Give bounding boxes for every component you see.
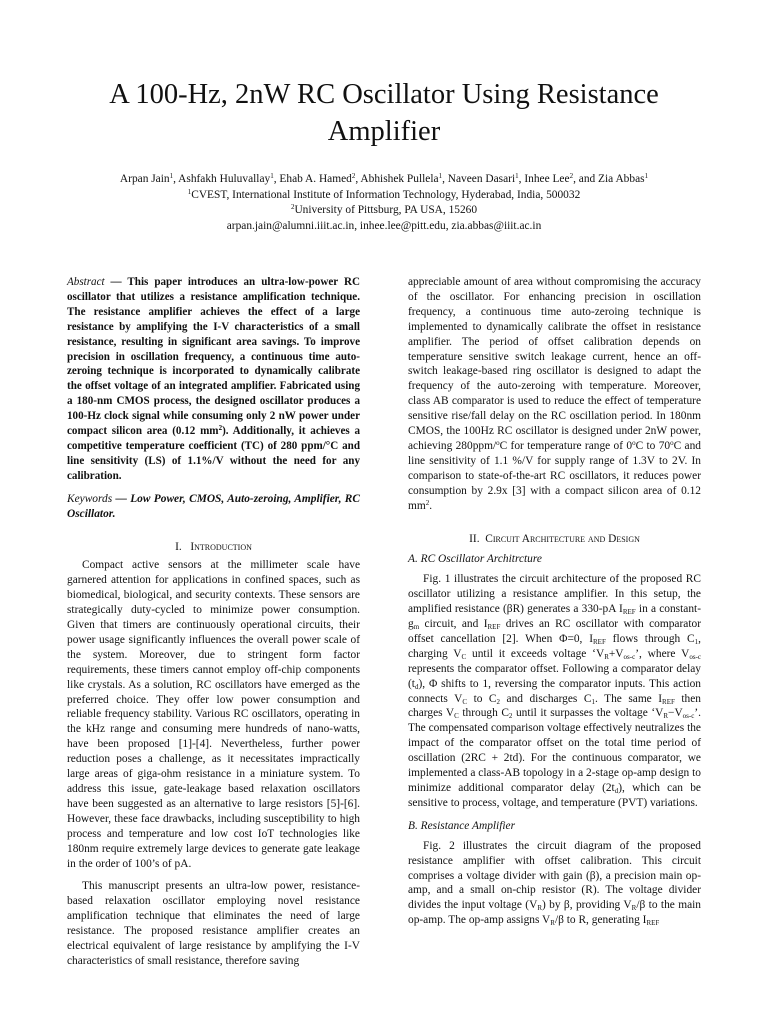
paper-title: A 100-Hz, 2nW RC Oscillator Using Resistance Amplifier (109, 79, 659, 147)
section-number: II. (469, 532, 480, 545)
subsection-heading-a: A. RC Oscillator Architrcture (408, 553, 542, 566)
section-heading-introduction (67, 540, 360, 555)
abstract (67, 275, 360, 484)
author-list: Arpan Jain$^1$, Ashfakh Huluvallay$^1$, Ehab A. Hamed$^2$, Abhishek Pullela$^1$, Naveen Dasari$^1$, Inhee Lee$^2$, and Zia Abbas$^1$ (119, 172, 649, 185)
section-title: Circuit Architecture and Design (485, 532, 640, 545)
section-heading-circuit (408, 532, 701, 547)
right-column (408, 275, 701, 928)
affiliation-1: $^1$CVEST, International Institute of Information Technology, Hyderabad, India, 500032 (187, 187, 581, 201)
affiliation-2: $^2$University of Pittsburg, PA USA, 15260 (290, 203, 478, 216)
keywords (67, 492, 360, 522)
abstract-text: — This paper introduces an ultra-low-power RC oscillator that utilizes a resistance amplification technique. The resistance amplifier achieves the effect of a large resistance by amplifying the I-V characteristics of a small resistance, resulting in significant area savings. To improve precision in oscillation frequency, a continuous time auto-zeroing technique is incorporated to dynamically calibrate the offset voltage of an integrated amplifier. Fabricated using a 180-nm CMOS process, the designed oscillator produces a 100-Hz clock signal while consuming only 2 nW power under compact silicon area (0.12 $mm^2$). Additionally, it achieves a competitive temperature coefficient (TC) of 280 ppm/°C and line sensitivity (LS) of 1.1%/V without the need for any calibration. (67, 276, 360, 482)
intro-paragraph-2: This manuscript presents an ultra-low power, resistance-based relaxation oscillator employing novel resistance amplification technique that eliminates the need of large resistance. The proposed resistance amplifier creates an electrical equivalent of large resistance by amplifying the I-V characteristics of small resistance, therefore saving (67, 880, 360, 967)
author-block (60, 172, 708, 234)
intro-paragraph-1: Compact active sensors at the millimeter scale have garnered attention for applications in confined spaces, such as biomedical, biological, and security contexts. These sensors are strategically duty-cycled to minimize power consumption. Given that timers are continuously operational circuits, their power usage significantly influences the overall power scale of the system. Moreover, due to stringent form factor requirements, these timers cannot employ off-chip components like crystals. As a solution, RC oscillators have emerged as the preferred choice. They offer low power consumption and reliable frequency stability. Various RC oscillators, operating in the kHz range and consuming mere hundreds of nano-watts, have been proposed [1]-[4]. Nevertheless, further power reduction poses a challenge, as it necessitates impractically large areas of giga-ohm resistance in a miniature system. To address this issue, gate-leakage based relaxation oscillators have been suggested as an alternative to large resistors [5]-[6]. However, these face drawbacks, including susceptibility to high process and temperature and low cost IoT technologies like 180nm require extremely large devices to generate gate leakage in the order of 100’s of pA. (67, 559, 360, 870)
abstract-label: Abstract (67, 276, 105, 288)
section-b-paragraph: Fig. 2 illustrates the circuit diagram of the proposed resistance amplifier with offset calibration. This circuit comprises a voltage divider with gain (β), a precision main op-amp, and a small on-chip resistor (R). The voltage divider divides the input voltage $(V_R)$ by β, providing $V_R/\beta$ to the main op-amp. The op-amp assigns $V_R/\beta$ to R, generating $I_{REF}$ (408, 839, 701, 928)
section-number: I. (175, 540, 182, 553)
author-emails: arpan.jain@alumni.iiit.ac.in, inhee.lee@pitt.edu, zia.abbas@iiit.ac.in (226, 219, 542, 232)
keywords-label: Keywords (67, 492, 113, 505)
keywords-text: — Low Power, CMOS, Auto-zeroing, Amplifier, RC Oscillator. (67, 492, 360, 520)
section-title: Introduction (190, 540, 252, 553)
section-a-paragraph: Fig. 1 illustrates the circuit architecture of the proposed RC oscillator utilizing a resistance amplifier. In this setup, the amplified resistance (βR) generates a 330-pA $I_{REF}$ in a constant-$g_m$ circuit, and $I_{REF}$ drives an RC oscillator with comparator offset cancellation [2]. When Φ=0, $I_{REF}$ flows through $C_1$, charging $V_C$ until it exceeds voltage ‘$V_R+V_{os-c}$’, where $V_{os-c}$ represents the comparator offset. Following a comparator delay $(t_d)$, Φ shifts to 1, reversing the comparator inputs. This action connects $V_C$ to $C_2$ and discharges $C_1$. The same $I_{REF}$ then charges $V_C$ through $C_2$ until it surpasses the voltage ‘$V_R-V_{os-c}$’. The compensated comparison voltage effectively neutralizes the impact of the comparator offset on the total time period of oscillation (2RC + 2td). For the continuous comparator, we implemented a class-AB topology in a 2-stage op-amp design to minimize additional comparator delay $(2t_d)$, which can be sensitive to process, voltage, and temperature (PVT) variations. (408, 573, 702, 809)
subsection-heading-b: B. Resistance Amplifier (408, 819, 516, 832)
left-column (67, 275, 360, 969)
continued-paragraph: appreciable amount of area without compromising the accuracy of the oscillator. For enhancing precision in oscillation frequency, a continuous time auto-zeroing technique is implemented to dynamically calibrate the offset in resistance amplifier. The period of offset calibration depends on temperature sensitive switch leakage current, hence an off-switch leakage-based ring oscillator is designed to adapt the frequency of the auto-zeroing with temperature. Moreover, class AB comparator is used to reduce the effect of temperature sensitive rise/fall delay on the RC oscillation period. In 180nm CMOS, the 100Hz RC oscillator is designed under 2nW power, achieving 280ppm/$^o$C for temperature range of 0$^o$C to 70$^o$C and line sensitivity of 1.1 %/V for supply range of 1.3V to 2V. In comparison to state-of-the-art RC oscillators, it reduces power consumption by 2.9x [3] with a compact silicon area of 0.12 $mm^2$. (408, 276, 701, 512)
